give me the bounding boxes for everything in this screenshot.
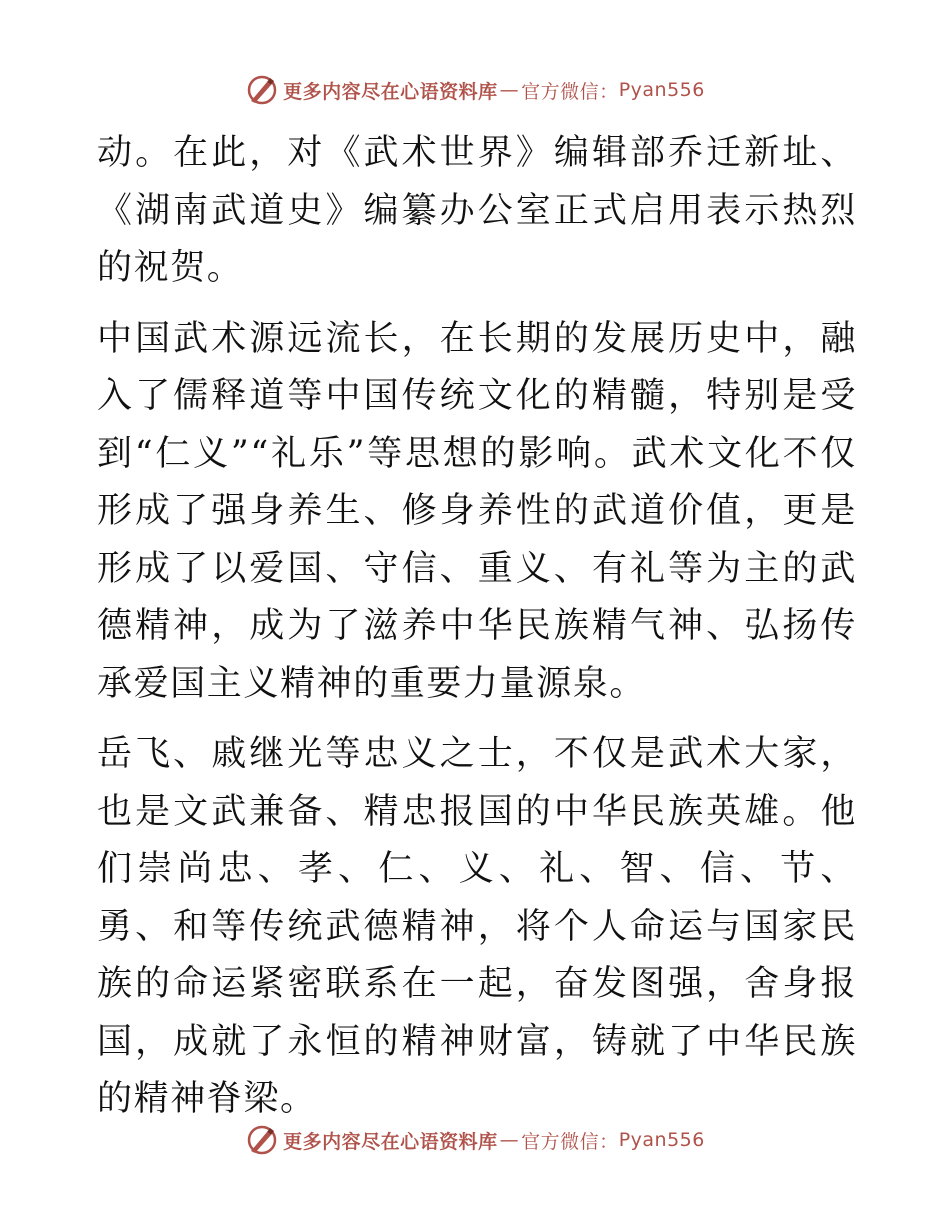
watermark-dash: — [499, 1129, 520, 1151]
paragraph-2: 中国武术源远流长，在长期的发展历史中，融入了儒释道等中国传统文化的精髓，特别是受到“仁义”“礼乐”等思想的影响。武术文化不仅形成了强身养生、修身养性的武道价值，更是形成了以爱国、守信、重义、有礼等为主的武德精神，成为了滋养中华民族精气神、弘扬传承爱国主义精神的重要力量源泉。 [97, 318, 857, 704]
paragraph-3: 岳飞、戚继光等忠义之士，不仅是武术大家，也是文武兼备、精忠报国的中华民族英雄。他们崇尚忠、孝、仁、义、礼、智、信、节、勇、和等传统武德精神，将个人命运与国家民族的命运紧密联系在一起，奋发图强，舍身报国，成就了永恒的精神财富，铸就了中华民族的精神脊梁。 [97, 734, 857, 1119]
header-watermark [0, 70, 950, 110]
watermark-site-text: 更多内容尽在心语资料库 [283, 1130, 498, 1153]
pen-logo-icon [245, 1123, 279, 1157]
document-body [97, 125, 857, 1129]
footer-watermark [0, 1120, 950, 1160]
watermark-wechat-id: Pyan556 [618, 1129, 705, 1151]
watermark-wechat-label: 官方微信： [521, 80, 619, 103]
watermark-wechat-id: Pyan556 [618, 79, 705, 101]
watermark-dash: — [499, 79, 520, 101]
watermark-wechat-label: 官方微信： [521, 1130, 619, 1153]
paragraph-1: 动。在此，对《武术世界》编辑部乔迁新址、《湖南武道史》编纂办公室正式启用表示热烈的祝贺。 [97, 133, 857, 288]
watermark-site-text: 更多内容尽在心语资料库 [283, 80, 498, 103]
pen-logo-icon [245, 73, 279, 107]
